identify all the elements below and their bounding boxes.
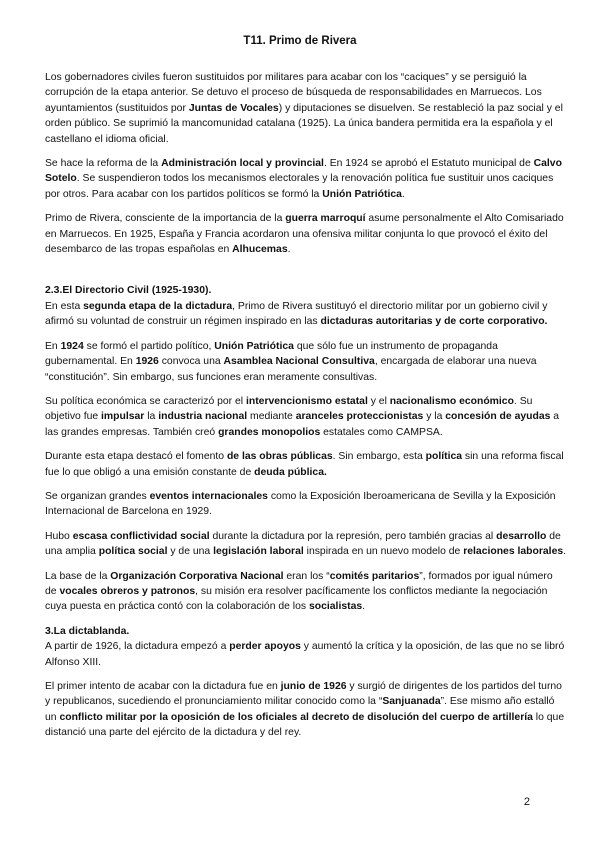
bold-text: Asamblea Nacional Consultiva [223, 356, 375, 368]
text-run: la [144, 411, 159, 423]
document-body [45, 70, 567, 741]
bold-text: Alhucemas [232, 244, 288, 256]
bold-text: guerra marroquí [285, 213, 366, 225]
text-run: que sólo fue un instrumento de propaganda gubernamental. En [45, 340, 498, 368]
text-run: mediante [247, 411, 296, 423]
bold-text: de las obras públicas [226, 451, 333, 463]
text-run: . [362, 601, 366, 613]
bold-text: grandes monopolios [218, 426, 321, 438]
text-run: y aumentó la crítica y la oposición, de las que no se libró Alfonso XIII. [45, 641, 565, 668]
paragraph [45, 70, 567, 147]
text-run: y surgió de dirigentes de los partidos del turno y republicanos, sucediendo el pronunciamiento militar conocido como la “ [45, 681, 562, 708]
bold-text: aranceles proteccionistas [295, 411, 424, 423]
text-run: inspirada en un nuevo modelo de [303, 546, 464, 558]
paragraph [45, 529, 567, 560]
bold-text: desarrollo [496, 530, 547, 542]
section-heading [45, 624, 567, 639]
bold-text: Unión Patriótica [322, 188, 402, 200]
bold-text: concesión de ayudas [445, 411, 551, 423]
text-run: La base de la [45, 570, 111, 582]
bold-text: Unión Patriótica [214, 340, 294, 352]
bold-text: vocales obreros y patronos [59, 585, 196, 597]
text-run: ”, formados por igual número de [45, 570, 553, 597]
bold-text: 1924 [60, 340, 84, 352]
bold-text: 3.La dictablanda. [45, 625, 130, 637]
bold-text: política [425, 451, 463, 463]
text-run: . Se suspendieron todos los mecanismos electorales y la renovación política fue sustituir unos caciques por otros. Para acabar con los partidos políticos se formó la [45, 173, 554, 200]
text-run: . [287, 244, 291, 256]
bold-text: Juntas de Vocales [188, 102, 279, 114]
paragraph [45, 211, 567, 257]
paragraph [45, 449, 567, 480]
text-run: , encargada de elaborar una nueva “constitución”. Sin embargo, sus funciones eran meramente consultivas. [45, 356, 537, 383]
text-run: ”. Ese mismo año estalló un [45, 696, 555, 723]
paragraph [45, 569, 567, 615]
paragraph [45, 679, 567, 741]
bold-text: 2.3.El Directorio Civil (1925-1930). [45, 285, 212, 297]
bold-text: Organización Corporativa Nacional [110, 570, 284, 582]
text-run: A partir de 1926, la dictadura empezó a [45, 641, 230, 653]
paragraph [45, 489, 567, 520]
text-run: En esta [45, 300, 84, 312]
page-title: T11. Primo de Rivera [243, 35, 357, 47]
bold-text: comités paritarios [329, 570, 420, 582]
text-run: eran los “ [283, 570, 330, 582]
paragraph [45, 639, 567, 670]
text-run: Se organizan grandes [45, 490, 150, 502]
text-run: . Su objetivo fue [45, 395, 533, 423]
text-run: ) y diputaciones se disuelven. Se restableció la paz social y el orden público. Se suprimió la mancomunidad catalana (1925). La única bandera permitida era la española y el castellano el idioma oficial. [45, 102, 563, 145]
bold-text: industria nacional [158, 411, 248, 423]
bold-text: legislación laboral [213, 546, 304, 558]
bold-text: segunda etapa de la dictadura [83, 300, 233, 312]
text-run: Hubo [45, 530, 73, 542]
text-run: . Sin embargo, esta [332, 451, 426, 463]
text-run: Primo de Rivera, consciente de la importancia de la [45, 213, 286, 225]
bold-text: nacionalismo económico [389, 395, 514, 407]
text-run: . [563, 546, 567, 558]
text-run: . En 1924 se aprobó el Estatuto municipal de [323, 158, 534, 170]
text-run: se formó el partido político, [83, 340, 215, 352]
page-number: 2 [523, 796, 530, 808]
text-run: sin una reforma fiscal fue lo que obligó a una emisión constante de [45, 451, 564, 478]
text-run: asume personalmente el Alto Comisariado en Marruecos. En 1925, España y Francia acordaron una ofensiva militar conjunta lo que provocó el éxito del desembarco de las tropas españolas en [45, 213, 564, 256]
text-run: de una amplia [45, 530, 561, 558]
bold-text: junio de 1926 [280, 681, 347, 692]
bold-text: Sanjuanada [382, 696, 441, 708]
paragraph [45, 339, 567, 385]
text-run: y de una [167, 546, 214, 558]
bold-text: eventos internacionales [149, 490, 268, 502]
bold-text: Calvo Sotelo [45, 158, 562, 185]
text-run: Los gobernadores civiles fueron sustituidos por militares para acabar con los “caciques” y se persiguió la corrupción de la etapa anterior. Se detuvo el proceso de búsqueda de responsabilidades en Marruecos. Los ayuntamientos (sustituidos por [45, 72, 542, 114]
text-run: estatales como CAMPSA. [320, 426, 443, 438]
text-run: El primer intento de acabar con la dictadura fue en [45, 681, 281, 692]
text-run: a las grandes empresas. También creó [45, 411, 560, 438]
text-run: , Primo de Rivera sustituyó el directorio militar por un gobierno civil y afirmó su voluntad de construir un régimen inspirado en las [45, 300, 548, 328]
bold-text: escasa conflictividad social [72, 530, 210, 542]
text-run: y el [367, 395, 390, 407]
text-run: . [401, 188, 405, 200]
text-run: como la Exposición Iberoamericana de Sevilla y la Exposición Internacional de Barcelona en 1929. [45, 490, 556, 518]
bold-text: perder apoyos [229, 641, 301, 653]
text-run: convoca una [158, 356, 224, 368]
paragraph [45, 394, 567, 440]
bold-text: Administración local y provincial [161, 158, 324, 170]
text-run: Se hace la reforma de la [45, 158, 162, 170]
bold-text: conflicto militar por la oposición de los oficiales al decreto de disolución del cuerpo de artillería [59, 711, 533, 723]
bold-text: 1926 [135, 356, 159, 368]
bold-text: intervencionismo estatal [245, 395, 368, 407]
text-run: durante la dictadura por la represión, pero también gracias al [209, 530, 497, 542]
text-run: lo que distanció una parte del ejército de la dictadura y del rey. [45, 711, 565, 739]
text-run: y la [423, 411, 446, 423]
paragraph [45, 156, 567, 202]
text-run: , su misión era resolver pacíficamente los conflictos mediante la negociación cuya puesta en práctica contó con la colaboración de los [45, 585, 548, 613]
paragraph [45, 299, 567, 330]
section-heading [45, 283, 567, 298]
bold-text: relaciones laborales [463, 546, 564, 558]
bold-text: dictaduras autoritarias y de corte corporativo. [320, 316, 548, 328]
text-run: Durante esta etapa destacó el fomento [45, 451, 227, 463]
text-run: Su política económica se caracterizó por el [45, 395, 246, 407]
bold-text: impulsar [101, 411, 145, 423]
bold-text: socialistas [308, 601, 363, 613]
bold-text: política social [98, 546, 168, 558]
bold-text: deuda pública. [254, 466, 327, 478]
text-run: En [45, 340, 61, 352]
